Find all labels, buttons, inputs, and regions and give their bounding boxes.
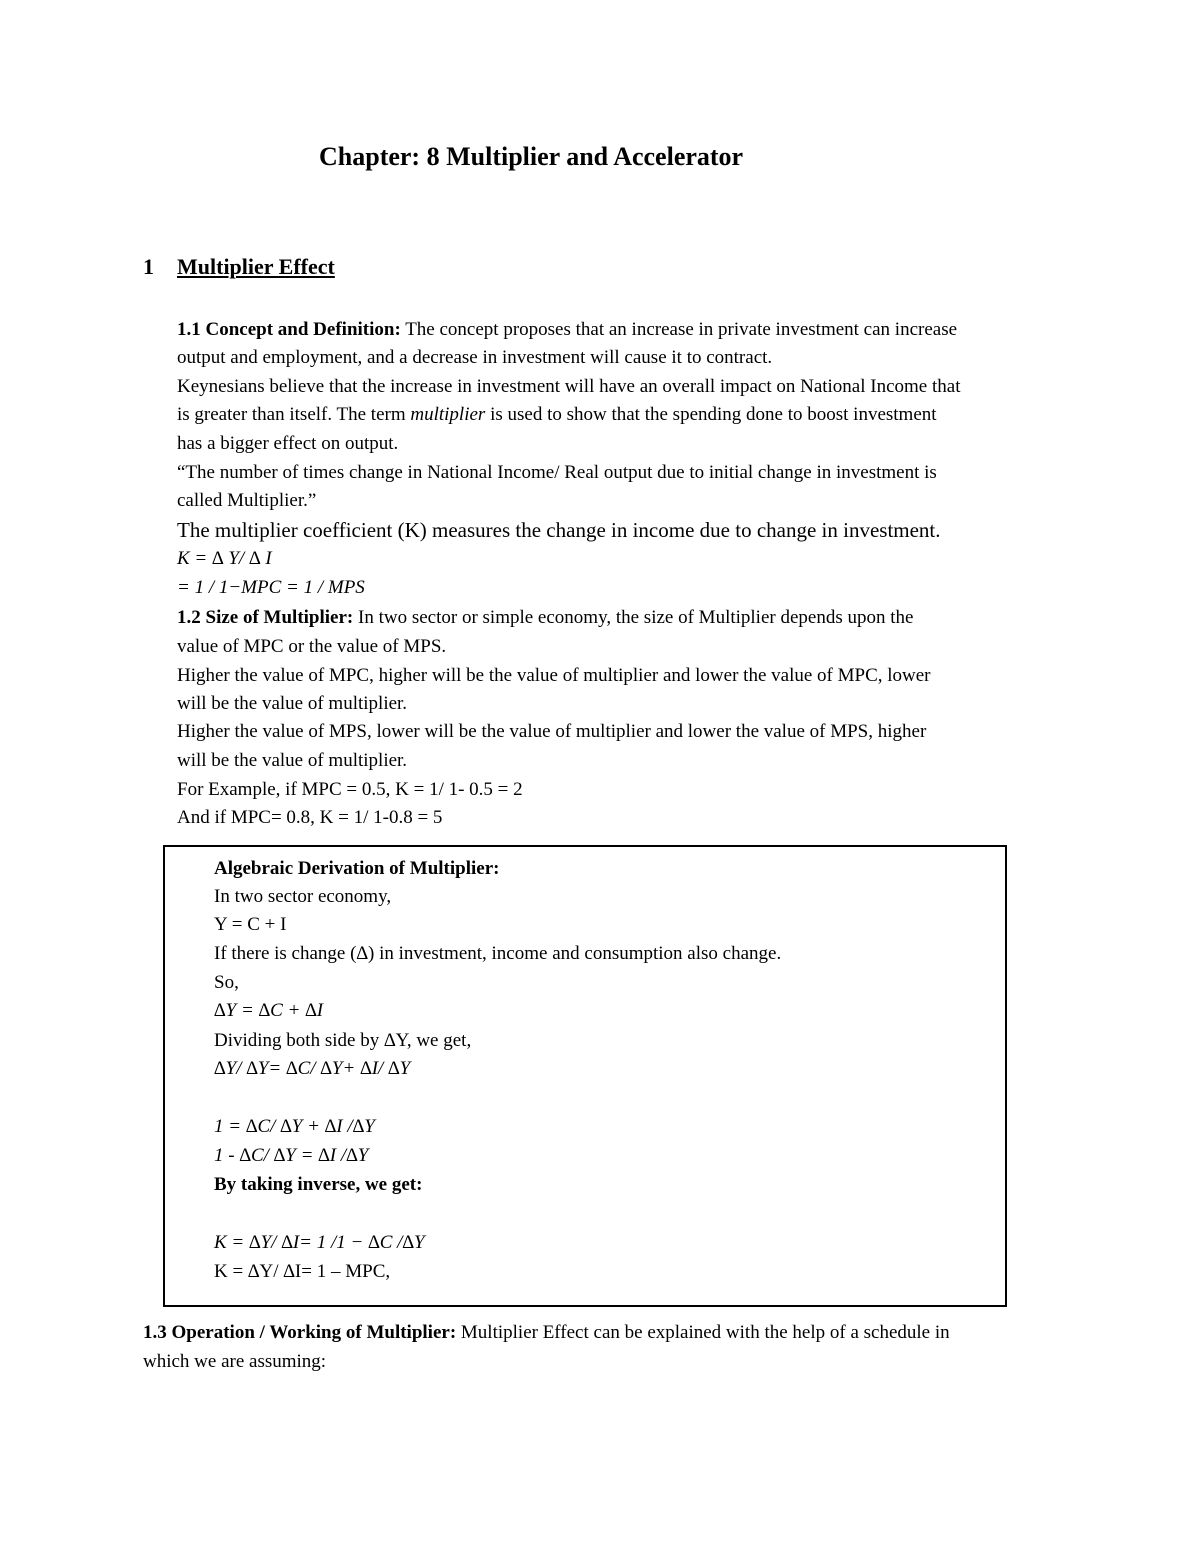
example-line-1: For Example, if MPC = 0.5, K = 1/ 1- 0.5 = 2: [177, 779, 523, 800]
definition-quote-line-1: “The number of times change in National Income/ Real output due to initial change in investment is: [177, 462, 937, 483]
final-formula-1: K = ∆Y/ ∆I= 1 /1 − ∆C /∆Y: [214, 1232, 425, 1253]
size-line-3: Higher the value of MPC, higher will be the value of multiplier and lower the value of MPC, lower: [177, 665, 931, 686]
size-line-6: will be the value of multiplier.: [177, 750, 408, 771]
derivation-line-5: ∆Y = ∆C + ∆I: [214, 1000, 324, 1021]
derivation-line-6: Dividing both side by ∆Y, we get,: [214, 1030, 472, 1051]
derivation-line-9: 1 - ∆C/ ∆Y = ∆I /∆Y: [214, 1145, 369, 1166]
concept-line-4-a: is greater than itself. The term: [177, 404, 411, 425]
size-text-1: In two sector or simple economy, the size of Multiplier depends upon the: [353, 607, 914, 628]
size-paragraph-line-1: [177, 606, 913, 630]
operation-text-1: Multiplier Effect can be explained with the help of a schedule in: [456, 1322, 950, 1343]
derivation-line-7: ∆Y/ ∆Y= ∆C/ ∆Y+ ∆I/ ∆Y: [214, 1058, 411, 1079]
operation-line-2: which we are assuming:: [143, 1351, 327, 1372]
concept-heading: 1.1 Concept and Definition:: [177, 319, 401, 340]
derivation-line-4: So,: [214, 972, 239, 993]
concept-line-5: has a bigger effect on output.: [177, 433, 399, 454]
derivation-line-8: 1 = ∆C/ ∆Y + ∆I /∆Y: [214, 1116, 375, 1137]
concept-line-2: output and employment, and a decrease in investment will cause it to contract.: [177, 347, 773, 368]
section-number: 1: [143, 254, 154, 279]
example-line-2: And if MPC= 0.8, K = 1/ 1-0.8 = 5: [177, 807, 443, 828]
multiplier-term: multiplier: [410, 404, 486, 425]
derivation-line-2: Y = C + I: [214, 914, 287, 935]
size-line-2: value of MPC or the value of MPS.: [177, 636, 447, 657]
operation-paragraph-line-1: [143, 1321, 950, 1345]
concept-text-1: The concept proposes that an increase in private investment can increase: [400, 319, 958, 340]
concept-line-3: Keynesians believe that the increase in investment will have an overall impact on National Income that: [177, 376, 961, 397]
final-formula-2: K = ∆Y/ ∆I= 1 – MPC,: [214, 1261, 391, 1282]
multiplier-coefficient-line: The multiplier coefficient (K) measures the change in income due to change in investment.: [177, 518, 941, 542]
section-title: Multiplier Effect: [177, 254, 335, 279]
inverse-heading: By taking inverse, we get:: [214, 1174, 423, 1195]
operation-heading: 1.3 Operation / Working of Multiplier:: [143, 1322, 457, 1343]
concept-line-4-b: is used to show that the spending done to boost investment: [485, 404, 937, 425]
derivation-line-3: If there is change (∆) in investment, income and consumption also change.: [214, 943, 782, 964]
concept-line-4: [177, 403, 937, 427]
size-heading: 1.2 Size of Multiplier:: [177, 607, 354, 628]
size-line-4: will be the value of multiplier.: [177, 693, 408, 714]
chapter-title: Chapter: 8 Multiplier and Accelerator: [319, 142, 744, 171]
formula-k-line-1: K = ∆ Y/ ∆ I: [177, 548, 272, 569]
definition-quote-line-2: called Multiplier.”: [177, 490, 317, 511]
derivation-heading: Algebraic Derivation of Multiplier:: [214, 858, 500, 879]
derivation-line-1: In two sector economy,: [214, 886, 392, 907]
size-line-5: Higher the value of MPS, lower will be the value of multiplier and lower the value of MPS, higher: [177, 721, 927, 742]
concept-paragraph-line-1: [177, 318, 957, 342]
formula-k-line-2: = 1 / 1−MPC = 1 / MPS: [177, 577, 365, 598]
